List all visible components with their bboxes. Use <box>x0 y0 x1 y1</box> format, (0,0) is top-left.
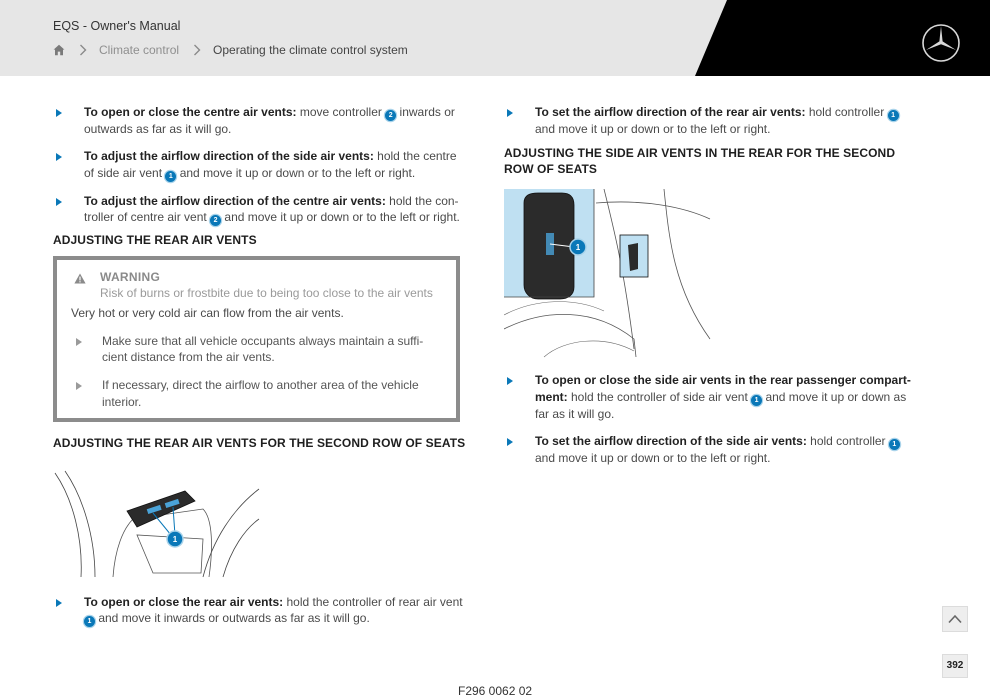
item-title: To open or close the rear air vents: <box>84 595 284 610</box>
scroll-to-top-button[interactable] <box>942 606 968 632</box>
list-item <box>504 433 914 466</box>
figure-callout-badge: 1 <box>575 243 581 253</box>
item-text: hold the con-troller of centre air vent <box>84 193 459 224</box>
list-item <box>53 104 469 137</box>
item-text: hold controller <box>805 105 888 119</box>
manual-title: EQS - Owner's Manual <box>53 19 181 33</box>
item-text: and move it up or down or to the left or right. <box>535 122 771 136</box>
callout-badge: 1 <box>84 616 95 627</box>
section-heading-side-vents: ADJUSTING THE SIDE AIR VENTS IN THE REAR FOR THE SECOND ROW OF SEATS <box>504 146 896 177</box>
warning-triangle-icon <box>74 273 86 284</box>
item-title: To open or close the centre air vents: <box>84 105 297 119</box>
bullet-arrow-icon <box>507 109 513 117</box>
item-title: To adjust the airflow direction of the centre air vents: <box>84 193 386 208</box>
callout-badge: 1 <box>889 439 900 450</box>
bullet-arrow-icon <box>507 438 513 446</box>
bullet-arrow-icon <box>76 338 82 346</box>
warning-header <box>71 269 442 301</box>
item-title: To open or close the side air vents in the rear passenger compart-ment: <box>535 373 911 404</box>
warning-list-item <box>71 333 442 366</box>
bullet-arrow-icon <box>507 377 513 385</box>
page-header <box>0 0 990 76</box>
item-title: To set the airflow direction of the side air vents: <box>535 433 807 448</box>
left-column <box>53 104 469 638</box>
bullet-arrow-icon <box>56 153 62 161</box>
breadcrumb-current: Operating the climate control system <box>213 43 408 57</box>
chevron-right-icon <box>79 44 87 56</box>
list-item <box>504 372 914 422</box>
item-text: hold the centre of side air vent <box>84 149 457 180</box>
item-title: To adjust the airflow direction of the side air vents: <box>84 149 374 164</box>
warning-subtitle: Risk of burns or frostbite due to being too close to the air vents <box>100 285 433 300</box>
list-item <box>53 148 469 181</box>
home-icon[interactable] <box>53 44 65 56</box>
item-text: inwards or outwards as far as it will go. <box>84 105 455 136</box>
item-text: and move it inwards or outwards as far as it will go. <box>95 611 370 626</box>
figure-callout-badge: 1 <box>172 535 178 545</box>
section-heading-rear-vents: ADJUSTING THE REAR AIR VENTS <box>53 232 257 247</box>
item-text: hold the controller of rear air vent <box>283 595 463 610</box>
chevron-right-icon <box>193 44 201 56</box>
warning-box <box>53 256 460 422</box>
item-text: and move it up or down or to the left or right. <box>176 165 416 180</box>
item-title: To set the airflow direction of the rear air vents: <box>535 105 806 119</box>
callout-badge: 2 <box>210 215 221 226</box>
callout-badge: 2 <box>385 110 396 121</box>
callout-badge: 1 <box>751 395 762 406</box>
item-text: and move it up or down as far as it will go. <box>535 389 907 421</box>
rear-air-vents-illustration <box>53 469 261 579</box>
breadcrumb-link-climate-control[interactable]: Climate control <box>99 43 180 57</box>
callout-badge: 1 <box>165 171 176 182</box>
item-text: move controller <box>296 105 386 119</box>
right-column <box>504 104 914 477</box>
item-text: hold the controller of side air vent <box>567 389 752 404</box>
section-heading-second-row: ADJUSTING THE REAR AIR VENTS FOR THE SECOND ROW OF SEATS <box>53 436 466 451</box>
warning-list-item <box>71 377 442 410</box>
breadcrumb <box>53 42 408 58</box>
warning-body: Very hot or very cold air can flow from the air vents. <box>71 305 344 320</box>
list-item <box>53 193 469 226</box>
bullet-arrow-icon <box>56 198 62 206</box>
mercedes-star-logo <box>921 23 961 63</box>
warning-title: WARNING <box>100 269 161 284</box>
list-item <box>504 104 914 137</box>
warning-item-text: If necessary, direct the airflow to another area of the vehicle interior. <box>102 378 419 409</box>
side-air-vents-illustration <box>504 189 712 359</box>
bullet-arrow-icon <box>56 109 62 117</box>
item-text: and move it up or down or to the left or right. <box>221 209 460 224</box>
chevron-up-icon <box>948 614 962 624</box>
bullet-arrow-icon <box>76 382 82 390</box>
list-item <box>53 594 469 627</box>
callout-badge: 1 <box>888 110 899 121</box>
item-text: hold controller <box>806 433 889 448</box>
bullet-arrow-icon <box>56 599 62 607</box>
item-text: and move it up or down or to the left or right. <box>535 450 771 465</box>
figure-caption: F296 0062 02 <box>458 684 533 698</box>
page-number-badge: 392 <box>942 654 968 678</box>
warning-item-text: Make sure that all vehicle occupants always maintain a suffi-cient distance from the air vents. <box>102 333 424 365</box>
